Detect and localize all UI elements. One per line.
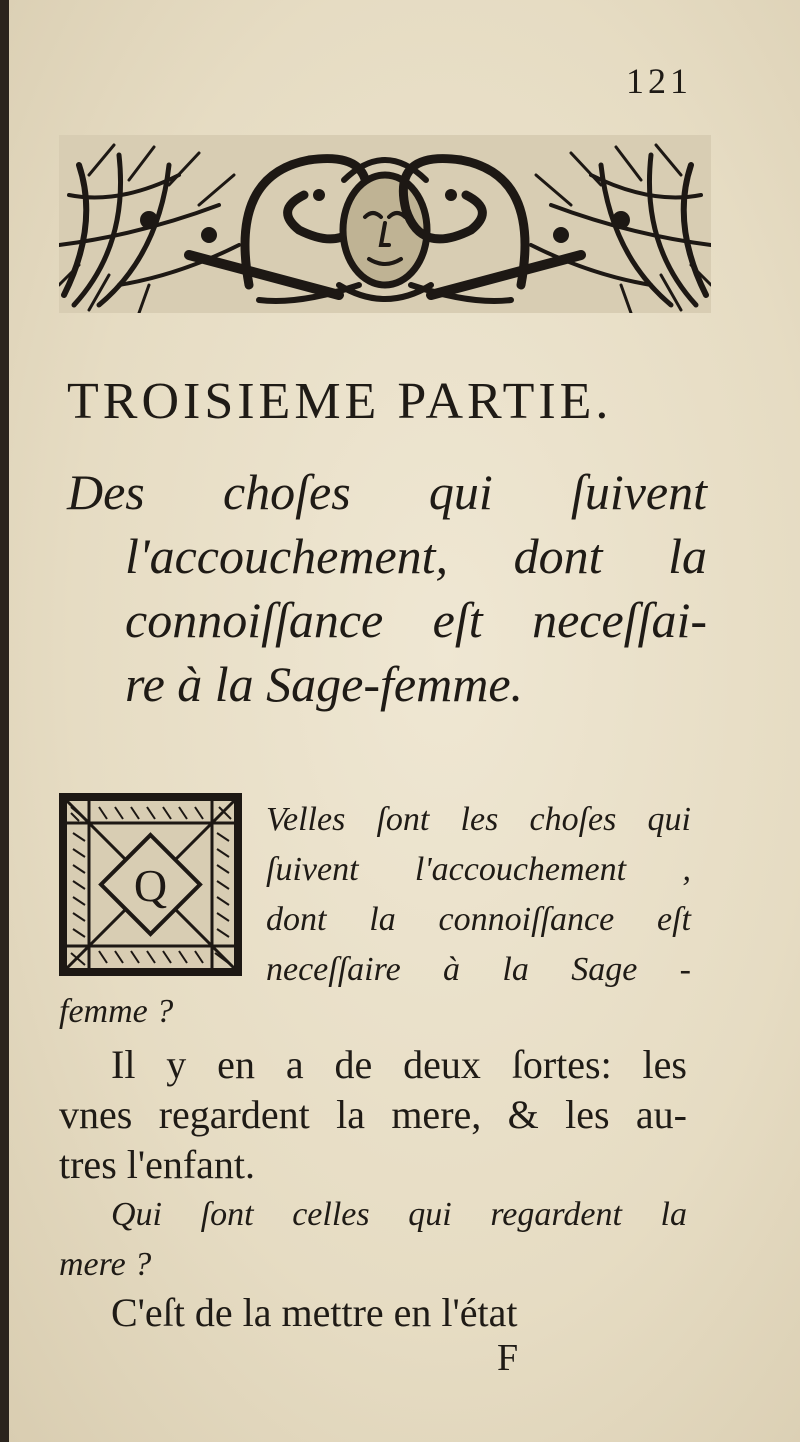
subtitle-line: re à la Sage-femme.	[125, 656, 524, 712]
chapter-subtitle	[67, 460, 707, 716]
question-line: neceſſaire à la Sage -	[266, 951, 691, 988]
answer-line: vnes regardent la mere, & les au-	[59, 1092, 687, 1137]
ornamental-headpiece-icon	[59, 135, 711, 313]
answer-paragraph	[59, 1040, 687, 1190]
answer-line: tres l'enfant.	[59, 1142, 256, 1187]
question-line: Qui ſont celles qui regardent la	[111, 1196, 687, 1233]
answer-paragraph	[59, 1288, 687, 1338]
page-number: 121	[626, 61, 692, 101]
subtitle-line: l'accouchement, dont la	[125, 528, 707, 584]
question-line: ſuivent l'accouchement ,	[266, 851, 691, 888]
answer-line: C'eſt de la mettre en l'état	[111, 1290, 518, 1335]
part-title: TROISIEME PARTIE.	[67, 373, 613, 430]
question-line: mere ?	[59, 1246, 152, 1283]
question-line: femme ?	[59, 993, 174, 1030]
question-line: dont la connoiſſance eſt	[266, 901, 691, 938]
question-line: Velles ſont les choſes qui	[266, 801, 691, 838]
signature-mark: F	[497, 1337, 519, 1379]
decorated-initial-icon	[59, 793, 242, 976]
question-paragraph	[266, 795, 691, 995]
subtitle-line: connoiſſance eſt neceſſai-	[125, 592, 707, 648]
subtitle-line: Des choſes qui ſuivent	[67, 464, 707, 520]
answer-line: Il y en a de deux ſortes: les	[111, 1042, 687, 1087]
drop-cap-letter: Q	[133, 860, 168, 911]
question-paragraph	[59, 1190, 687, 1290]
